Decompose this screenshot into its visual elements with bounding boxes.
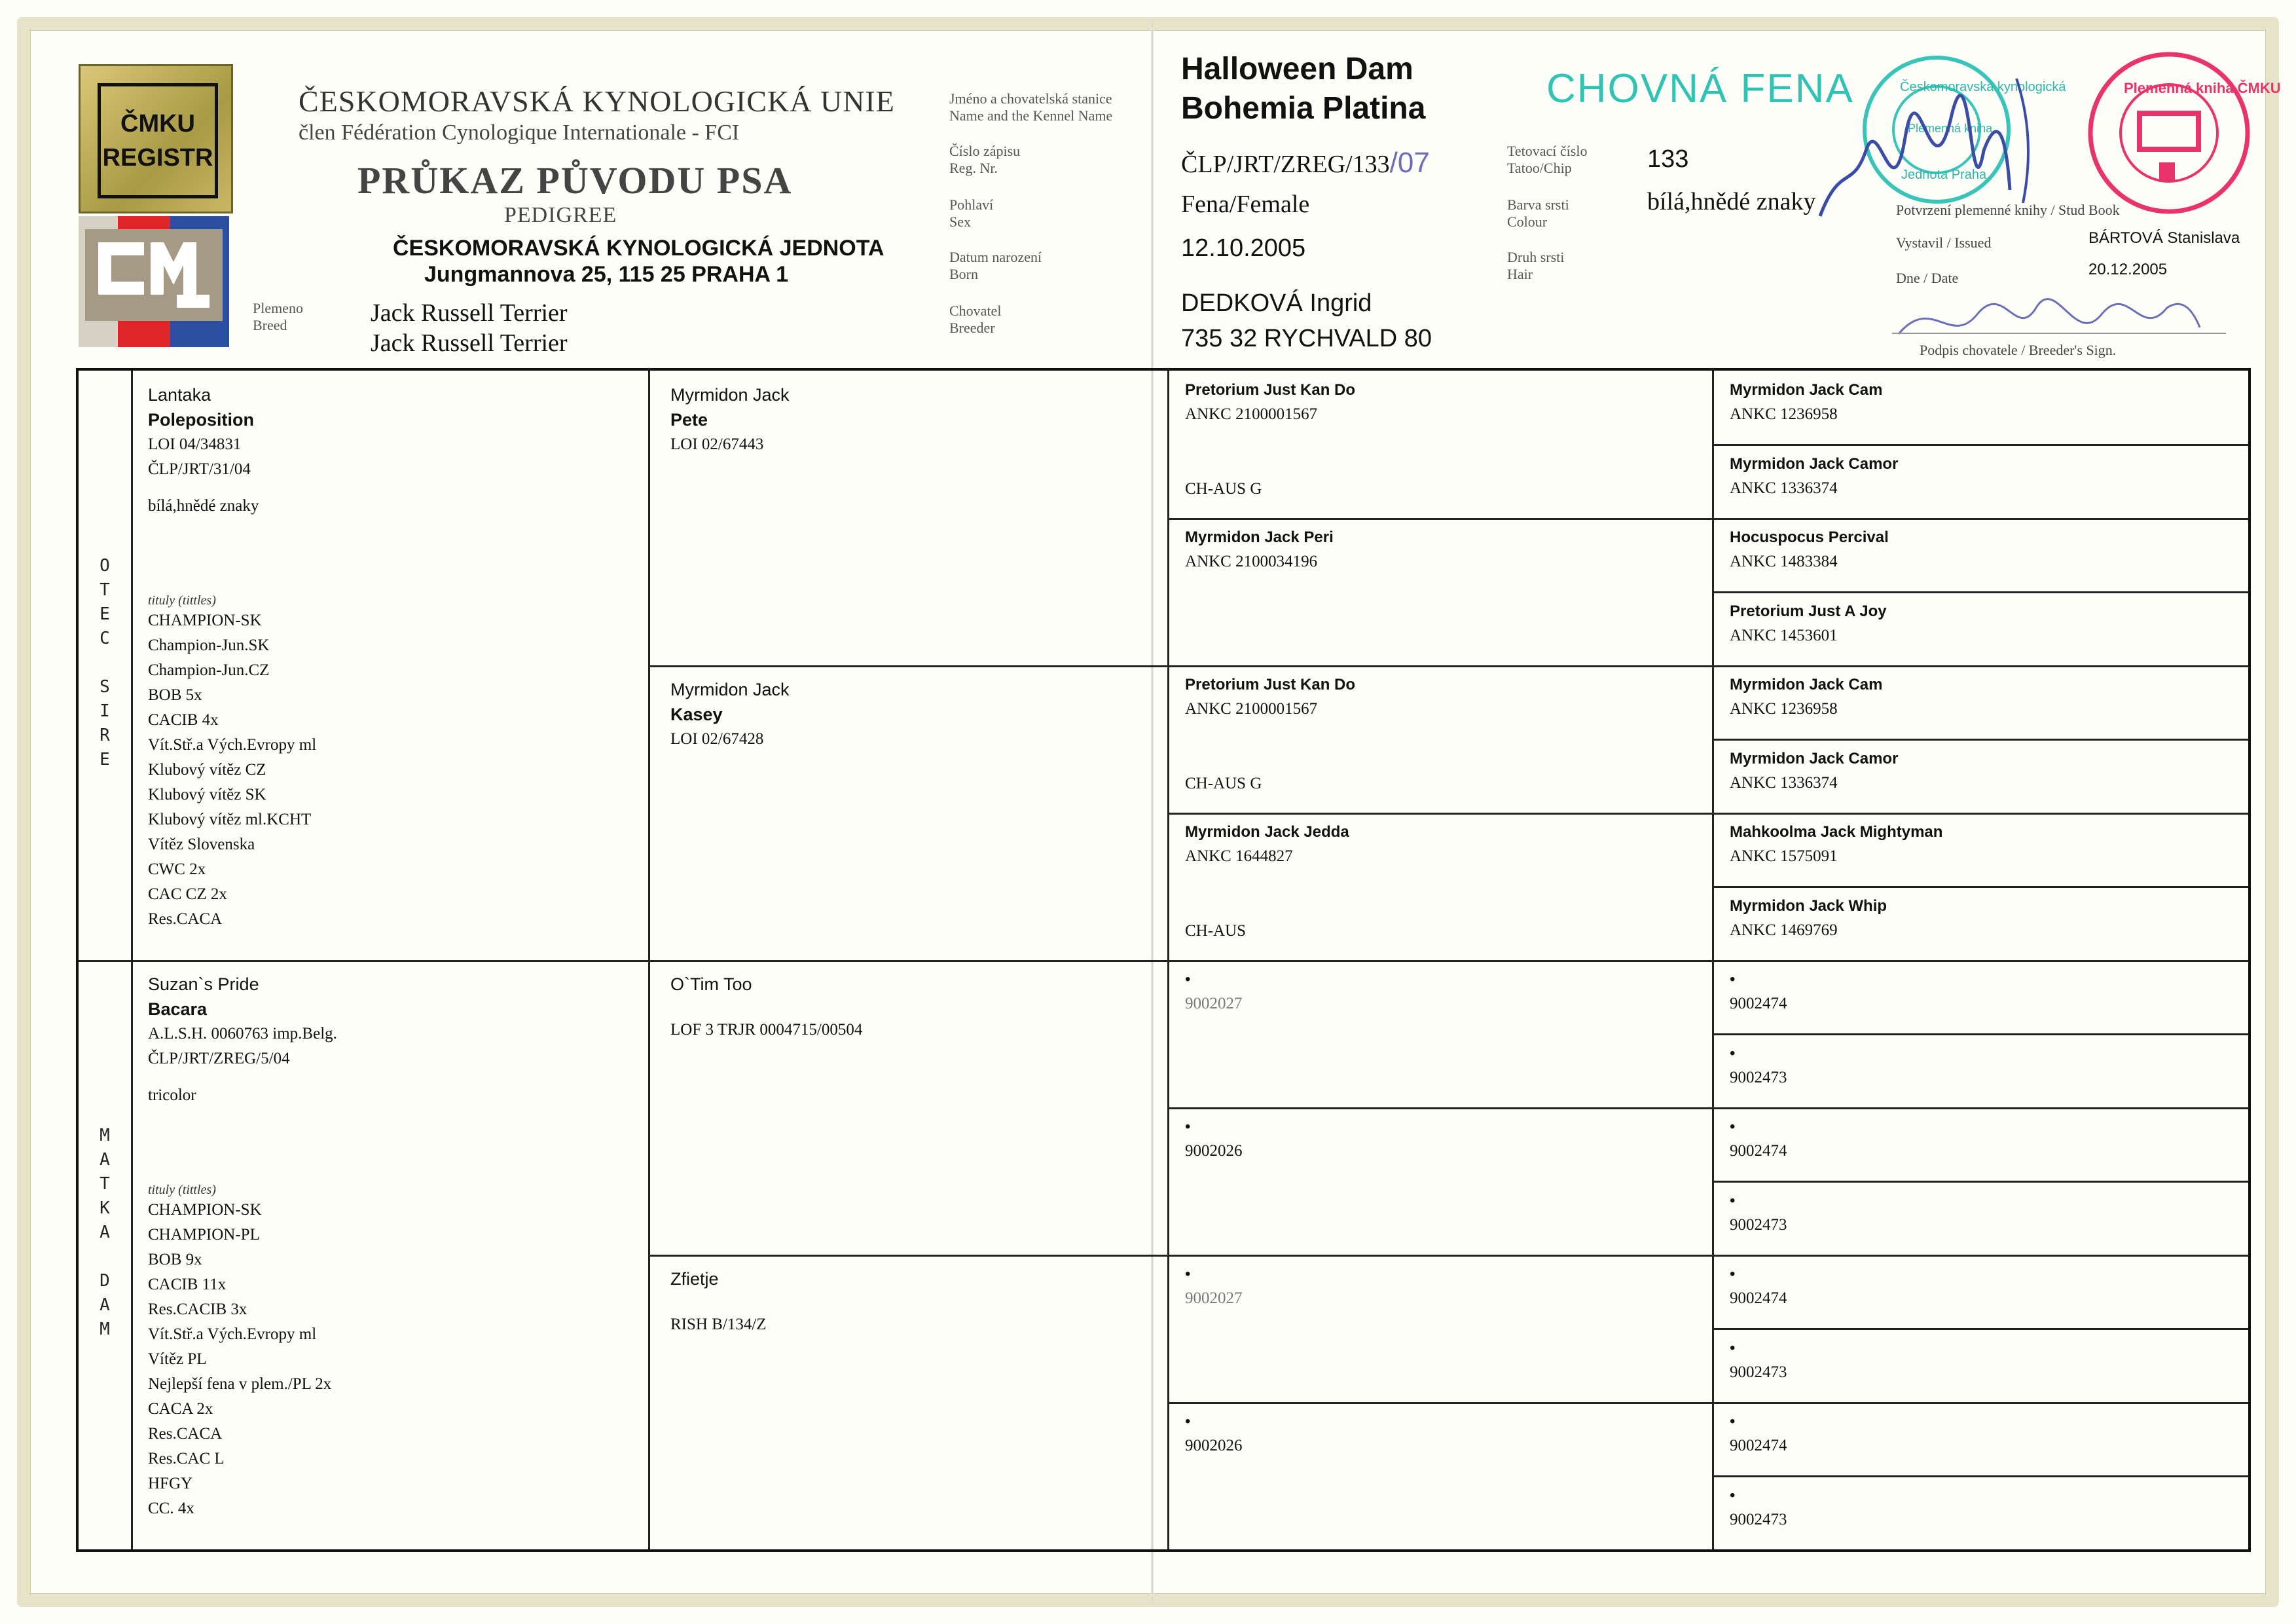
title-item: Res.CACIB 3x	[148, 1301, 247, 1318]
gen4-reg: 9002474	[1730, 1289, 1787, 1307]
label-hair-cz: Druh srsti	[1507, 249, 1565, 265]
gen3-name: Myrmidon Jack Peri	[1185, 528, 1334, 546]
gen4-cell	[1730, 378, 1882, 427]
gen2-cell	[670, 1266, 767, 1337]
gen3-cell	[1185, 1410, 1702, 1544]
sire-colour: bílá,hnědé znaky	[148, 497, 259, 515]
dam-name-1: Suzan`s Pride	[148, 974, 259, 994]
side-letter: E	[100, 750, 110, 769]
label-breeder-cz: Chovatel	[949, 303, 1002, 319]
dog-regnr-printed: ČLP/JRT/ZREG/133	[1181, 151, 1390, 178]
gen4-name: Myrmidon Jack Cam	[1730, 676, 1883, 693]
gen4-name: Pretorium Just A Joy	[1730, 602, 1887, 620]
gen2-reg: RISH B/134/Z	[670, 1316, 767, 1333]
label-breeder-sign: Podpis chovatele / Breeder's Sign.	[1920, 342, 2117, 358]
side-letter: A	[100, 1223, 110, 1242]
union-name: ČESKOMORAVSKÁ KYNOLOGICKÁ JEDNOTA	[393, 236, 884, 261]
label-sex-cz: Pohlaví	[949, 196, 994, 213]
gen3-title: CH-AUS	[1185, 922, 1247, 940]
title-item: Klubový vítěz ml.KCHT	[148, 811, 312, 828]
doc-title: PRŮKAZ PŮVODU PSA	[357, 159, 793, 202]
gen3-name: •	[1185, 970, 1191, 988]
gen3-cell	[1185, 673, 1702, 807]
gen2-cell	[670, 677, 790, 752]
gen4-cell	[1730, 673, 1882, 722]
gen3-cell	[1185, 821, 1702, 955]
dam-cell	[148, 972, 337, 1521]
gen3-cell	[1185, 378, 1702, 513]
breed-label-en: Breed	[253, 317, 287, 333]
gen4-cell	[1730, 1042, 1787, 1090]
gen3-reg: ANKC 2100034196	[1185, 553, 1318, 570]
label-issued: Vystavil / Issued	[1896, 234, 1992, 251]
gen4-reg: ANKC 1483384	[1730, 553, 1838, 570]
dog-regnr-handwritten: /07	[1389, 147, 1430, 179]
title-item: CHAMPION-PL	[148, 1226, 260, 1244]
gen4-name: Hocuspocus Percival	[1730, 528, 1889, 546]
breed-label	[253, 300, 303, 334]
dam-reg-2: ČLP/JRT/ZREG/5/04	[148, 1050, 290, 1067]
dam-titles-list	[148, 1198, 337, 1521]
org-title: ČESKOMORAVSKÁ KYNOLOGICKÁ UNIE	[299, 84, 895, 118]
title-item: CACA 2x	[148, 1400, 213, 1418]
gen4-reg: 9002473	[1730, 1069, 1787, 1086]
title-item: Res.CAC L	[148, 1450, 225, 1467]
dog-name-line-2: Bohemia Platina	[1181, 91, 1426, 126]
title-item: Vít.Stř.a Vých.Evropy ml	[148, 736, 317, 754]
gen4-cell	[1730, 895, 1887, 943]
breed-label-cz: Plemeno	[253, 300, 303, 316]
title-item: Vítěz Slovenska	[148, 836, 255, 853]
gen3-reg: ANKC 2100001567	[1185, 700, 1318, 718]
sire-side-label	[92, 554, 118, 772]
label-born-cz: Datum narození	[949, 249, 1042, 265]
title-item: CHAMPION-SK	[148, 612, 262, 629]
dam-colour: tricolor	[148, 1086, 196, 1104]
sire-reg-1: LOI 04/34831	[148, 435, 242, 453]
gen3-reg: 9002027	[1185, 1289, 1243, 1307]
title-item: BOB 9x	[148, 1251, 202, 1268]
title-item: BOB 5x	[148, 686, 202, 704]
gen4-reg: 9002473	[1730, 1216, 1787, 1234]
gen4-cell	[1730, 1337, 1787, 1385]
gen4-name: •	[1730, 1412, 1736, 1430]
gen4-cell	[1730, 600, 1887, 648]
dam-name-2: Bacara	[148, 999, 208, 1019]
gen3-name: Pretorium Just Kan Do	[1185, 676, 1356, 693]
gen3-title: CH-AUS G	[1185, 480, 1262, 498]
title-item: HFGY	[148, 1475, 193, 1492]
gen4-cell	[1730, 1115, 1787, 1164]
label-hair-en: Hair	[1507, 266, 1533, 282]
gen3-title: CH-AUS G	[1185, 775, 1262, 792]
gen4-reg: 9002474	[1730, 995, 1787, 1012]
label-colour-en: Colour	[1507, 213, 1548, 230]
gen3-reg: 9002026	[1185, 1437, 1243, 1454]
gen4-cell	[1730, 747, 1898, 796]
title-item: CWC 2x	[148, 860, 206, 878]
title-item: CACIB 4x	[148, 711, 219, 729]
gen3-reg: ANKC 2100001567	[1185, 405, 1318, 423]
dog-breeder-address: 735 32 RYCHVALD 80	[1181, 325, 1432, 352]
title-item: Klubový vítěz CZ	[148, 761, 266, 779]
gen4-name: •	[1730, 1192, 1736, 1209]
label-tatoo-cz: Tetovací číslo	[1507, 143, 1588, 159]
gen4-reg: ANKC 1336374	[1730, 479, 1838, 497]
gen4-cell	[1730, 1410, 1787, 1458]
gen3-name: Myrmidon Jack Jedda	[1185, 823, 1349, 841]
gen4-reg: 9002473	[1730, 1511, 1787, 1528]
gen4-name: •	[1730, 1265, 1736, 1283]
label-tatoo-en: Tatoo/Chip	[1507, 160, 1572, 176]
gen4-name: Myrmidon Jack Camor	[1730, 750, 1899, 767]
gen4-reg: ANKC 1453601	[1730, 627, 1838, 644]
label-tatoo	[1507, 143, 1587, 177]
gen3-reg: 9002027	[1185, 995, 1243, 1012]
gen4-cell	[1730, 968, 1787, 1016]
label-breeder-en: Breeder	[949, 320, 995, 336]
title-item: Champion-Jun.CZ	[148, 661, 270, 679]
side-letter: S	[100, 677, 110, 697]
gen3-cell	[1185, 526, 1702, 660]
side-letter: E	[100, 604, 110, 624]
gen4-reg: ANKC 1575091	[1730, 847, 1838, 865]
title-item: Vít.Stř.a Vých.Evropy ml	[148, 1325, 317, 1343]
gen4-name: Myrmidon Jack Camor	[1730, 455, 1899, 473]
gen4-cell	[1730, 1263, 1787, 1311]
gen3-name: •	[1185, 1265, 1191, 1283]
title-item: Nejlepší fena v plem./PL 2x	[148, 1375, 332, 1393]
gen2-name-1: Myrmidon Jack	[670, 680, 790, 699]
signature-line	[1892, 333, 2226, 334]
dog-tatoo: 133	[1647, 145, 1689, 173]
gen4-name: Myrmidon Jack Cam	[1730, 381, 1883, 399]
red-stamp-ring-text: Plemenná kniha ČMKU	[2124, 80, 2281, 96]
breed-value-1: Jack Russell Terrier	[371, 299, 568, 327]
dam-titles-label: tituly (tittles)	[148, 1183, 216, 1197]
dam-reg-1: A.L.S.H. 0060763 imp.Belg.	[148, 1025, 337, 1043]
side-letter: D	[100, 1271, 110, 1291]
label-name	[949, 90, 1112, 124]
label-regnr-cz: Číslo zápisu	[949, 143, 1021, 159]
label-born-en: Born	[949, 266, 978, 282]
union-address: Jungmannova 25, 115 25 PRAHA 1	[424, 262, 789, 287]
gen2-name-2: Pete	[670, 410, 708, 430]
cmku-logo-icon	[79, 216, 229, 347]
label-breeder	[949, 303, 1001, 337]
issued-by: BÁRTOVÁ Stanislava	[2088, 229, 2240, 247]
dog-name-line-1: Halloween Dam	[1181, 52, 1413, 86]
title-item: CC. 4x	[148, 1500, 194, 1517]
side-letter: I	[100, 701, 110, 721]
gen2-cell	[670, 382, 790, 457]
gen2-name-1: Myrmidon Jack	[670, 385, 790, 405]
side-letter: K	[100, 1198, 110, 1218]
label-stud-book: Potvrzení plemenné knihy / Stud Book	[1896, 202, 2120, 218]
gen2-reg: LOI 02/67443	[670, 435, 764, 453]
breeding-status: CHOVNÁ FENA	[1546, 66, 1854, 111]
gen3-cell	[1185, 1263, 1702, 1397]
org-subtitle: člen Fédération Cynologique Internationale - FCI	[299, 120, 740, 145]
gen4-reg: ANKC 1336374	[1730, 774, 1838, 792]
gen3-cell	[1185, 968, 1702, 1102]
dog-sex: Fena/Female	[1181, 191, 1310, 218]
gen3-reg: ANKC 1644827	[1185, 847, 1293, 865]
green-stamp-center-text: Plemenná kniha	[1908, 122, 1993, 135]
title-item: CAC CZ 2x	[148, 885, 227, 903]
gen4-cell	[1730, 1189, 1787, 1238]
label-sex	[949, 196, 993, 231]
gen4-reg: 9002474	[1730, 1142, 1787, 1160]
gen4-name: •	[1730, 1044, 1736, 1062]
gen2-name-1: O`Tim Too	[670, 974, 752, 994]
title-item: Res.CACA	[148, 1425, 223, 1443]
gen4-cell	[1730, 1484, 1787, 1532]
sire-cell	[148, 382, 316, 932]
red-stamp-icon	[2087, 51, 2281, 215]
gen2-reg: LOI 02/67428	[670, 730, 764, 748]
green-stamp-bottom-text: Jednota Praha	[1901, 168, 1987, 182]
gen2-name-2: Kasey	[670, 705, 723, 724]
gen4-name: •	[1730, 970, 1736, 988]
label-date: Dne / Date	[1896, 270, 1959, 286]
green-stamp-ring-text: Českomoravská kynologická	[1900, 80, 2066, 94]
gen4-cell	[1730, 452, 1898, 501]
label-hair	[1507, 249, 1564, 283]
badge-line-2: REGISTR	[102, 144, 213, 172]
label-colour	[1507, 196, 1569, 231]
gen4-name: Mahkoolma Jack Mightyman	[1730, 823, 1943, 841]
dog-born: 12.10.2005	[1181, 234, 1306, 262]
label-name-en: Name and the Kennel Name	[949, 107, 1113, 124]
gen4-reg: 9002473	[1730, 1363, 1787, 1381]
sire-reg-2: ČLP/JRT/31/04	[148, 460, 251, 478]
side-letter: R	[100, 726, 110, 745]
gen4-cell	[1730, 821, 1942, 869]
gen4-name: •	[1730, 1486, 1736, 1504]
pedigree-table	[76, 368, 2251, 1552]
doc-subtitle: PEDIGREE	[504, 203, 617, 227]
gen3-cell	[1185, 1115, 1702, 1249]
label-regnr-en: Reg. Nr.	[949, 160, 998, 176]
title-item: Klubový vítěz SK	[148, 786, 266, 803]
title-item: Champion-Jun.SK	[148, 637, 270, 654]
dog-colour: bílá,hnědé znaky	[1647, 188, 1816, 215]
breed-value-2: Jack Russell Terrier	[371, 329, 568, 357]
sire-titles-list	[148, 608, 316, 932]
gen4-reg: ANKC 1236958	[1730, 700, 1838, 718]
side-letter: A	[100, 1295, 110, 1315]
label-colour-cz: Barva srsti	[1507, 196, 1569, 213]
gen3-reg: 9002026	[1185, 1142, 1243, 1160]
gen3-name: •	[1185, 1412, 1191, 1430]
dam-side-label	[92, 1124, 118, 1342]
dog-breeder-name: DEDKOVÁ Ingrid	[1181, 289, 1372, 317]
cmku-registr-badge	[79, 64, 233, 213]
side-letter: C	[100, 629, 110, 648]
side-letter: T	[100, 1174, 110, 1194]
label-regnr	[949, 143, 1020, 177]
gen4-reg: ANKC 1469769	[1730, 921, 1838, 939]
gen2-cell	[670, 972, 862, 1043]
gen3-name: Pretorium Just Kan Do	[1185, 381, 1356, 399]
sire-titles-label: tituly (tittles)	[148, 593, 216, 608]
dog-regnr	[1181, 147, 1430, 179]
gen4-reg: 9002474	[1730, 1437, 1787, 1454]
gen2-reg: LOF 3 TRJR 0004715/00504	[670, 1021, 863, 1039]
side-letter: T	[100, 580, 110, 600]
sire-name-1: Lantaka	[148, 385, 211, 405]
gen4-name: •	[1730, 1118, 1736, 1135]
label-name-cz: Jméno a chovatelská stanice	[949, 90, 1112, 107]
gen4-reg: ANKC 1236958	[1730, 405, 1838, 423]
gen4-cell	[1730, 526, 1889, 574]
gen3-name: •	[1185, 1118, 1191, 1135]
title-item: Res.CACA	[148, 910, 223, 928]
gen4-name: •	[1730, 1339, 1736, 1357]
side-letter: A	[100, 1150, 110, 1170]
title-item: CHAMPION-SK	[148, 1201, 262, 1219]
label-sex-en: Sex	[949, 213, 971, 230]
title-item: CACIB 11x	[148, 1276, 227, 1293]
label-born	[949, 249, 1042, 283]
side-letter: O	[100, 556, 110, 576]
gen4-name: Myrmidon Jack Whip	[1730, 897, 1887, 915]
gen2-name-1: Zfietje	[670, 1269, 719, 1289]
sire-name-2: Poleposition	[148, 410, 254, 430]
side-letter: M	[100, 1320, 110, 1339]
issued-date: 20.12.2005	[2088, 261, 2168, 278]
title-item: Vítěz PL	[148, 1350, 207, 1368]
badge-line-1: ČMKU	[120, 110, 195, 138]
side-letter: M	[100, 1126, 110, 1145]
